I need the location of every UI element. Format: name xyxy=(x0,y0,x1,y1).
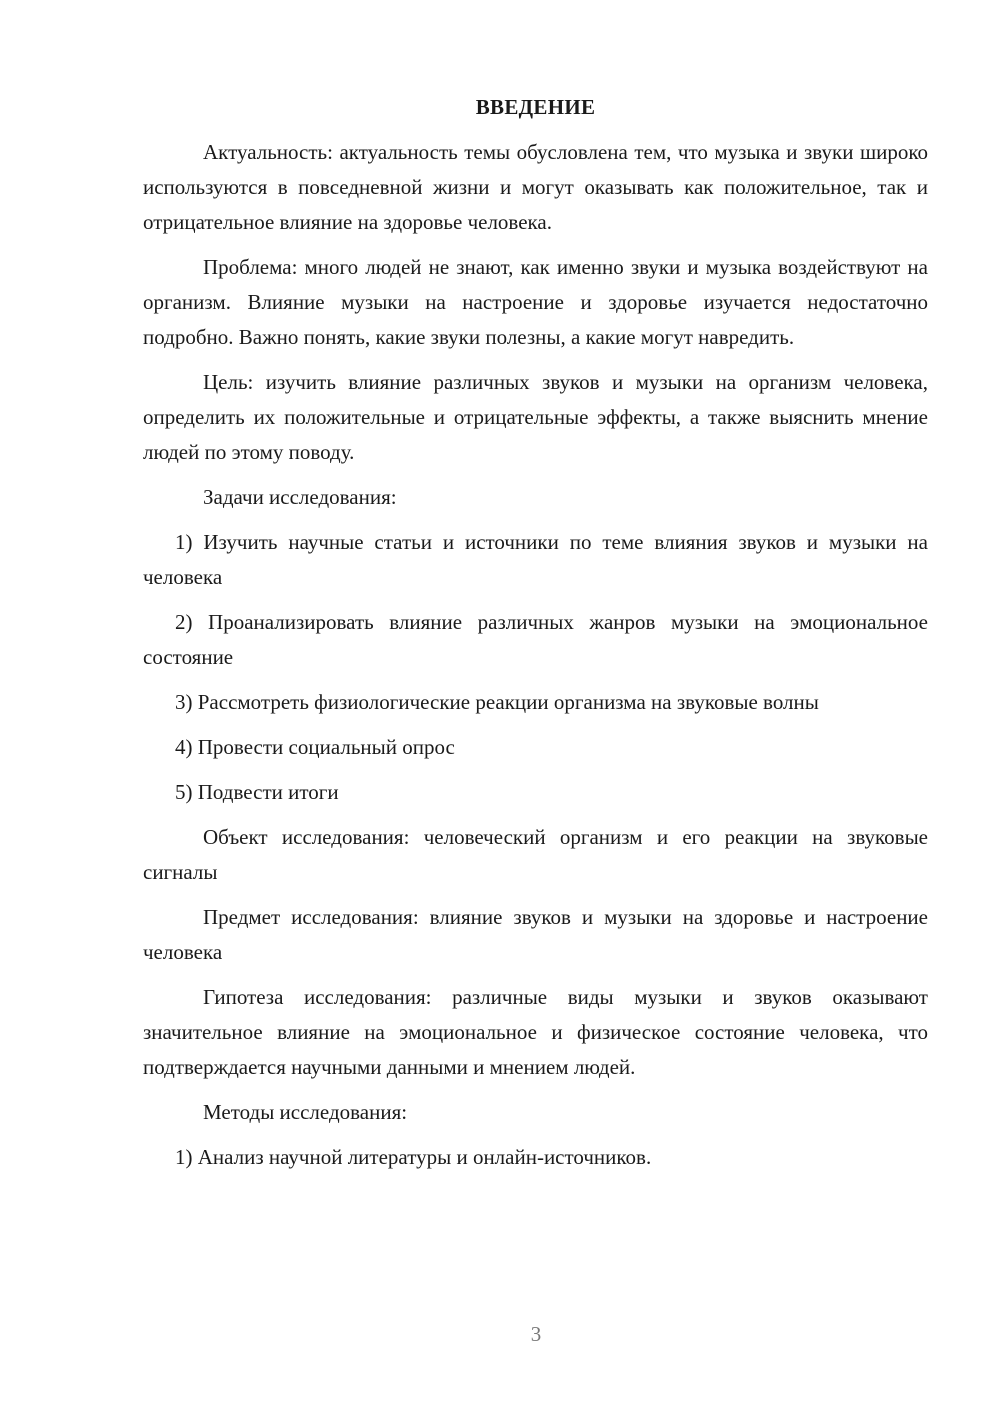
methods-heading: Методы исследования: xyxy=(203,1100,408,1124)
paragraph-subject: Предмет исследования: влияние звуков и музыки на здоровье и настроение человека xyxy=(143,905,928,964)
task-item-2: 2) Проанализировать влияние различных жанров музыки на эмоциональное состояние xyxy=(143,610,928,669)
task-item-3: 3) Рассмотреть физиологические реакции организма на звуковые волны xyxy=(175,690,819,714)
tasks-heading: Задачи исследования: xyxy=(203,485,397,509)
paragraph-relevance: Актуальность: актуальность темы обусловлена тем, что музыка и звуки широко используются в повседневной жизни и могут оказывать как положительное, так и отрицательное влияние на здоровье человека. xyxy=(143,140,928,234)
document-page xyxy=(143,90,928,1185)
paragraph-goal: Цель: изучить влияние различных звуков и музыки на организм человека, определить их положительные и отрицательные эффекты, а также выяснить мнение людей по этому поводу. xyxy=(143,370,928,464)
paragraph-problem: Проблема: много людей не знают, как именно звуки и музыка воздействуют на организм. Влияние музыки на настроение и здоровье изучается недостаточно подробно. Важно понять, какие звуки полезны, а какие могут навредить. xyxy=(143,255,928,349)
task-item-1: 1) Изучить научные статьи и источники по теме влияния звуков и музыки на человека xyxy=(143,530,928,589)
paragraph-hypothesis: Гипотеза исследования: различные виды музыки и звуков оказывают значительное влияние на эмоциональное и физическое состояние человека, что подтверждается научными данными и мнением людей. xyxy=(143,985,928,1079)
paragraph-object: Объект исследования: человеческий организм и его реакции на звуковые сигналы xyxy=(143,825,928,884)
section-title: ВВЕДЕНИЕ xyxy=(475,95,596,119)
task-item-4: 4) Провести социальный опрос xyxy=(175,735,455,759)
method-item-1: 1) Анализ научной литературы и онлайн-источников. xyxy=(175,1145,652,1169)
page-number: 3 xyxy=(530,1322,542,1346)
task-item-5: 5) Подвести итоги xyxy=(175,780,339,804)
